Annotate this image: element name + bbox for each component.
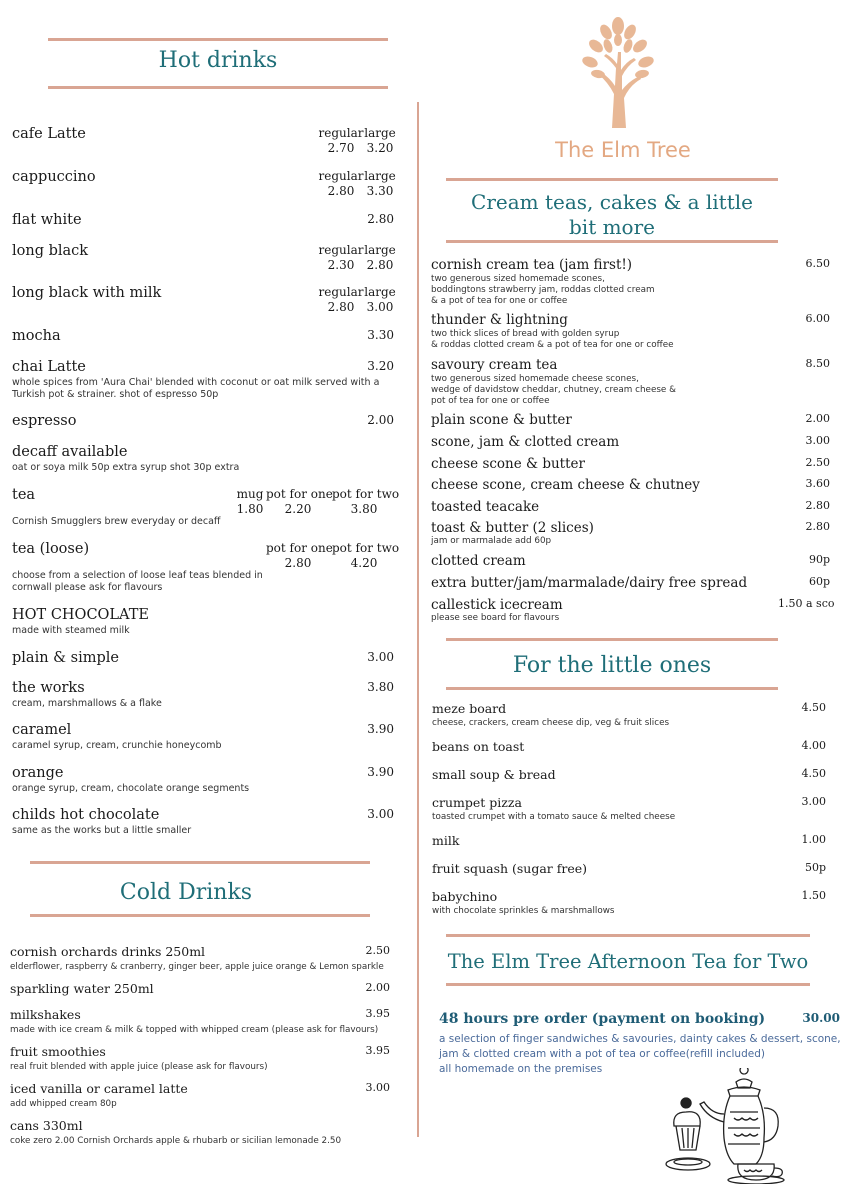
size-label-mug: mug [236, 487, 264, 501]
menu-item-description: & a pot of tea for one or coffee [431, 296, 568, 306]
menu-item-name: HOT CHOCOLATE [12, 607, 149, 623]
menu-item-name: iced vanilla or caramel latte [10, 1081, 188, 1096]
price: 1.00 [801, 833, 826, 846]
tree-icon [578, 12, 658, 128]
cream-teas-rule-bottom [446, 240, 778, 243]
cream-teas-rule-top [446, 178, 778, 181]
menu-item-description: boddingtons strawberry jam, roddas clotted cream [431, 285, 655, 295]
menu-item-name: cheese scone, cream cheese & chutney [431, 477, 700, 493]
price: 6.00 [805, 312, 830, 325]
menu-item-description: elderflower, raspberry & cranberry, ginger beer, apple juice orange & Lemon sparkle [10, 962, 384, 972]
menu-item-name: the works [12, 680, 85, 696]
price: 3.00 [366, 300, 394, 314]
menu-item-description: & roddas clotted cream & a pot of tea for one or coffee [431, 340, 674, 350]
cold-drinks-title: Cold Drinks [119, 880, 253, 905]
price: 3.90 [367, 722, 394, 736]
price: 3.00 [365, 1081, 390, 1094]
cold-drinks-rule-bottom [30, 914, 370, 917]
price: 4.50 [801, 767, 826, 780]
menu-item-name: cornish cream tea (jam first!) [431, 257, 633, 273]
size-label [266, 487, 333, 517]
menu-item-name: milkshakes [10, 1007, 81, 1022]
menu-item-description: add whipped cream 80p [10, 1099, 117, 1109]
price: 4.20 [350, 556, 378, 570]
cream-teas-title-line2: bit more [569, 215, 655, 239]
price: 3.30 [366, 184, 394, 198]
menu-item-description: two thick slices of bread with golden syrup [431, 329, 620, 339]
price: 60p [808, 575, 830, 588]
price: 3.95 [365, 1044, 390, 1057]
menu-item-name: milk [432, 833, 460, 848]
price: 3.60 [805, 477, 830, 490]
menu-item-name: plain & simple [12, 650, 119, 666]
menu-item-description: cornwall please ask for flavours [12, 582, 163, 593]
column-divider [417, 102, 419, 1137]
price: 2.50 [365, 944, 390, 957]
menu-item-description: orange syrup, cream, chocolate orange segments [12, 783, 250, 794]
size-label-large: large [364, 169, 396, 183]
size-label [332, 541, 400, 571]
menu-item-name: callestick icecream [431, 597, 563, 613]
afternoon-tea-price: 30.00 [802, 1011, 840, 1025]
menu-item-description: coke zero 2.00 Cornish Orchards apple & rhubarb or sicilian lemonade 2.50 [10, 1136, 342, 1146]
menu-item-description: pot of tea for one or coffee [431, 396, 550, 406]
menu-item-name: tea [12, 487, 36, 503]
logo-name: The Elm Tree [555, 138, 691, 162]
menu-item-name: beans on toast [432, 739, 525, 754]
price: 2.80 [366, 258, 394, 272]
price: 2.00 [365, 981, 390, 994]
menu-item-name: fruit smoothies [10, 1044, 106, 1059]
cream-teas-title-line1: Cream teas, cakes & a little [471, 190, 753, 214]
price: 3.20 [366, 141, 394, 155]
menu-item-name: tea (loose) [12, 541, 90, 557]
size-label-regular: regular [318, 243, 364, 257]
menu-item-name: scone, jam & clotted cream [431, 434, 620, 450]
afternoon-tea-item-name: 48 hours pre order (payment on booking) [439, 1011, 766, 1027]
menu-item-name: cornish orchards drinks 250ml [10, 944, 206, 959]
menu-item-name: long black [12, 243, 89, 259]
price: 8.50 [805, 357, 830, 370]
menu-item-name: extra butter/jam/marmalade/dairy free spread [431, 575, 748, 591]
menu-item-name: plain scone & butter [431, 412, 572, 428]
price: 2.80 [805, 520, 830, 533]
size-label-regular: regular [318, 169, 364, 183]
price: 3.00 [801, 795, 826, 808]
size-label-pot-one: pot for one [266, 487, 333, 501]
price: 4.50 [801, 701, 826, 714]
price: 3.90 [367, 765, 394, 779]
price: 3.80 [350, 502, 378, 516]
menu-item-name: orange [12, 765, 64, 781]
menu-item-description: same as the works but a little smaller [12, 825, 192, 836]
price: 4.00 [801, 739, 826, 752]
cold-drinks-rule-top [30, 861, 370, 864]
little-ones-title: For the little ones [512, 653, 712, 678]
menu-item-name: cappuccino [12, 169, 96, 185]
menu-item-name: cans 330ml [10, 1118, 83, 1133]
afternoon-tea-desc-line: all homemade on the premises [439, 1063, 603, 1075]
price: 3.00 [805, 434, 830, 447]
price: 1.80 [236, 502, 264, 516]
menu-item-name: fruit squash (sugar free) [432, 861, 588, 876]
size-label [362, 243, 398, 273]
menu-item-name: small soup & bread [432, 767, 556, 782]
menu-item-description: please see board for flavours [431, 613, 560, 623]
price: 1.50 a sco [778, 597, 835, 610]
menu-item-description: Turkish pot & strainer. shot of espresso 50p [12, 389, 219, 400]
afternoon-tea-title: The Elm Tree Afternoon Tea for Two [447, 950, 809, 973]
menu-item-description: with chocolate sprinkles & marshmallows [432, 906, 615, 916]
menu-item-name: long black with milk [12, 285, 162, 301]
size-label [316, 126, 366, 156]
menu-item-description: wedge of davidstow cheddar, chutney, cream cheese & [431, 385, 677, 395]
size-label [316, 169, 366, 199]
size-label-pot-two: pot for two [332, 487, 400, 501]
size-label-regular: regular [318, 126, 364, 140]
price: 2.30 [327, 258, 355, 272]
menu-item-name: sparkling water 250ml [10, 981, 154, 996]
price: 2.00 [367, 413, 394, 427]
menu-item-description: two generous sized homemade scones, [431, 274, 605, 284]
price: 3.00 [367, 650, 394, 664]
menu-item-description: cream, marshmallows & a flake [12, 698, 162, 709]
menu-item-name: crumpet pizza [432, 795, 522, 810]
little-ones-rule-bottom [446, 687, 778, 690]
price: 2.50 [805, 456, 830, 469]
menu-item-description: made with steamed milk [12, 625, 130, 636]
size-label [362, 126, 398, 156]
afternoon-tea-rule-top [446, 934, 810, 937]
menu-item-name: flat white [12, 212, 82, 228]
hot-drinks-title: Hot drinks [158, 48, 278, 73]
menu-item-name: savoury cream tea [431, 357, 558, 373]
hot-drinks-rule-bottom [48, 86, 388, 89]
menu-item-name: cheese scone & butter [431, 456, 585, 472]
menu-item-name: childs hot chocolate [12, 807, 160, 823]
price: 2.20 [284, 502, 312, 516]
size-label-pot-two: pot for two [332, 541, 400, 555]
menu-item-description: caramel syrup, cream, crunchie honeycomb [12, 740, 222, 751]
size-label [230, 487, 270, 517]
menu-item-description: toasted crumpet with a tomato sauce & melted cheese [432, 812, 676, 822]
size-label-pot-one: pot for one [266, 541, 333, 555]
size-label [266, 541, 333, 571]
menu-item-name: toasted teacake [431, 499, 540, 515]
menu-item-description: jam or marmalade add 60p [431, 536, 552, 546]
menu-item-name: cafe Latte [12, 126, 86, 142]
price: 3.00 [367, 807, 394, 821]
price: 90p [808, 553, 830, 566]
size-label-regular: regular [318, 285, 364, 299]
afternoon-tea-rule-bottom [446, 983, 810, 986]
menu-item-name: caramel [12, 722, 72, 738]
price: 2.80 [284, 556, 312, 570]
price: 1.50 [801, 889, 826, 902]
cream-teas-title [446, 190, 778, 240]
price: 3.80 [367, 680, 394, 694]
menu-item-description: two generous sized homemade cheese scones, [431, 374, 639, 384]
price: 50p [804, 861, 826, 874]
price: 2.80 [367, 212, 394, 226]
price: 2.00 [805, 412, 830, 425]
menu-item-name: toast & butter (2 slices) [431, 520, 594, 536]
menu-item-name: chai Latte [12, 359, 86, 375]
size-label [362, 285, 398, 315]
menu-item-name: decaff available [12, 444, 128, 460]
price: 3.30 [367, 328, 394, 342]
price: 3.95 [365, 1007, 390, 1020]
afternoon-tea-desc-line: a selection of finger sandwiches & savouries, dainty cakes & dessert, scone, [439, 1033, 841, 1045]
price: 2.80 [327, 184, 355, 198]
menu-item-name: clotted cream [431, 553, 526, 569]
menu-item-description: made with ice cream & milk & topped with whipped cream (please ask for flavours) [10, 1025, 379, 1035]
size-label-large: large [364, 243, 396, 257]
menu-item-description: oat or soya milk 50p extra syrup shot 30p extra [12, 462, 240, 473]
price: 2.80 [805, 499, 830, 512]
teapot-cupcake-illustration [664, 1068, 804, 1184]
size-label [316, 243, 366, 273]
price: 3.20 [367, 359, 394, 373]
size-label-large: large [364, 126, 396, 140]
menu-item-name: babychino [432, 889, 498, 904]
menu-item-description: Cornish Smugglers brew everyday or decaff [12, 516, 221, 527]
size-label [332, 487, 400, 517]
menu-item-description: whole spices from 'Aura Chai' blended with coconut or oat milk served with a [12, 377, 380, 388]
size-label [362, 169, 398, 199]
menu-item-name: meze board [432, 701, 507, 716]
menu-item-description: choose from a selection of loose leaf teas blended in [12, 570, 263, 581]
menu-item-name: thunder & lightning [431, 312, 568, 328]
menu-item-name: espresso [12, 413, 77, 429]
little-ones-rule-top [446, 638, 778, 641]
afternoon-tea-desc-line: jam & clotted cream with a pot of tea or coffee(refill included) [439, 1048, 765, 1060]
menu-item-name: mocha [12, 328, 61, 344]
price: 2.80 [327, 300, 355, 314]
menu-item-description: real fruit blended with apple juice (please ask for flavours) [10, 1062, 268, 1072]
size-label-large: large [364, 285, 396, 299]
menu-item-description: cheese, crackers, cream cheese dip, veg & fruit slices [432, 718, 670, 728]
price: 6.50 [805, 257, 830, 270]
size-label [316, 285, 366, 315]
price: 2.70 [327, 141, 355, 155]
hot-drinks-rule-top [48, 38, 388, 41]
